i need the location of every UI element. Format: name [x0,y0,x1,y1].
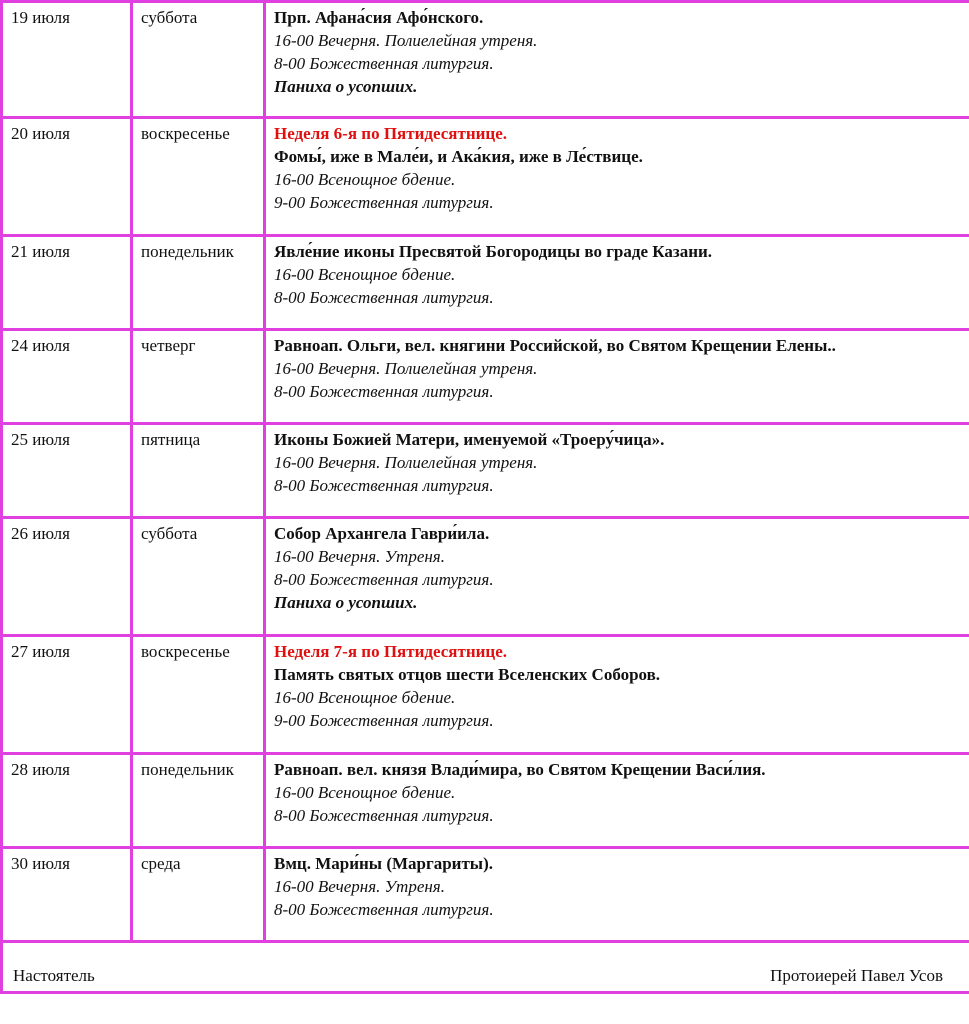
date-cell: 24 июля [2,330,132,424]
feast-title-line: Иконы Божией Матери, именуемой «Троеру́чица». [274,430,665,449]
feast-title-line: Вмц. Мари́ны (Маргариты). [274,854,493,873]
date-cell: 19 июля [2,2,132,118]
service-description-cell [265,754,969,848]
date-cell: 20 июля [2,118,132,236]
feast-title-line: Собор Архангела Гаври́ила. [274,524,490,543]
date-cell: 28 июля [2,754,132,848]
feast-title-line: Неделя 6-я по Пятидесятнице. [274,124,508,143]
service-time-line: 8-00 Божественная литургия. [274,382,494,401]
panikhida-line: Паниха о усопших. [274,77,418,96]
feast-title-line: Прп. Афана́сия Афо́нского. [274,8,484,27]
date-cell: 27 июля [2,636,132,754]
service-time-line: 16-00 Всенощное бдение. [274,170,456,189]
service-time-line: 16-00 Вечерня. Утреня. [274,877,445,896]
schedule-rows [2,2,969,942]
service-time-line: 16-00 Вечерня. Полиелейная утреня. [274,31,538,50]
schedule-row [2,236,969,330]
service-time-line: 8-00 Божественная литургия. [274,54,494,73]
feast-title-line: Фомы́, иже в Мале́и, и Ака́кия, иже в Ле́ствице. [274,147,643,166]
service-time-line: 16-00 Всенощное бдение. [274,688,456,707]
footer-row [2,942,969,993]
date-cell: 26 июля [2,518,132,636]
service-time-line: 16-00 Всенощное бдение. [274,783,456,802]
service-description-cell [265,848,969,942]
footer-cell [2,942,969,993]
service-time-line: 16-00 Вечерня. Полиелейная утреня. [274,453,538,472]
service-description-cell [265,2,969,118]
service-description-cell [265,118,969,236]
weekday-cell: четверг [132,330,265,424]
service-time-line: 9-00 Божественная литургия. [274,711,494,730]
panikhida-line: Паниха о усопших. [274,593,418,612]
date-cell: 21 июля [2,236,132,330]
weekday-cell: воскресенье [132,118,265,236]
weekday-cell: суббота [132,518,265,636]
service-time-line: 16-00 Вечерня. Утреня. [274,547,445,566]
schedule-row [2,2,969,118]
service-time-line: 16-00 Вечерня. Полиелейная утреня. [274,359,538,378]
service-time-line: 8-00 Божественная литургия. [274,806,494,825]
rector-title: Настоятель [13,966,95,985]
schedule-row [2,330,969,424]
date-cell: 30 июля [2,848,132,942]
weekday-cell: воскресенье [132,636,265,754]
date-cell: 25 июля [2,424,132,518]
feast-title-line: Неделя 7-я по Пятидесятнице. [274,642,508,661]
weekday-cell: пятница [132,424,265,518]
weekday-cell: понедельник [132,236,265,330]
schedule-row [2,848,969,942]
service-time-line: 8-00 Божественная литургия. [274,900,494,919]
rector-name: Протоиерей Павел Усов [770,966,943,985]
service-time-line: 8-00 Божественная литургия. [274,476,494,495]
feast-title-line: Равноап. Ольги, вел. княгини Российской, во Святом Крещении Елены.. [274,336,836,355]
service-time-line: 8-00 Божественная литургия. [274,288,494,307]
schedule-row [2,636,969,754]
schedule-row [2,424,969,518]
schedule-row [2,518,969,636]
service-description-cell [265,636,969,754]
service-description-cell [265,424,969,518]
weekday-cell: понедельник [132,754,265,848]
schedule-row [2,754,969,848]
schedule-row [2,118,969,236]
feast-title-line: Память святых отцов шести Вселенских Соборов. [274,665,661,684]
weekday-cell: среда [132,848,265,942]
feast-title-line: Явле́ние иконы Пресвятой Богородицы во граде Казани. [274,242,713,261]
service-time-line: 8-00 Божественная литургия. [274,570,494,589]
service-time-line: 9-00 Божественная литургия. [274,193,494,212]
service-description-cell [265,236,969,330]
service-description-cell [265,330,969,424]
service-description-cell [265,518,969,636]
feast-title-line: Равноап. вел. князя Влади́мира, во Святом Крещении Васи́лия. [274,760,766,779]
weekday-cell: суббота [132,2,265,118]
service-time-line: 16-00 Всенощное бдение. [274,265,456,284]
